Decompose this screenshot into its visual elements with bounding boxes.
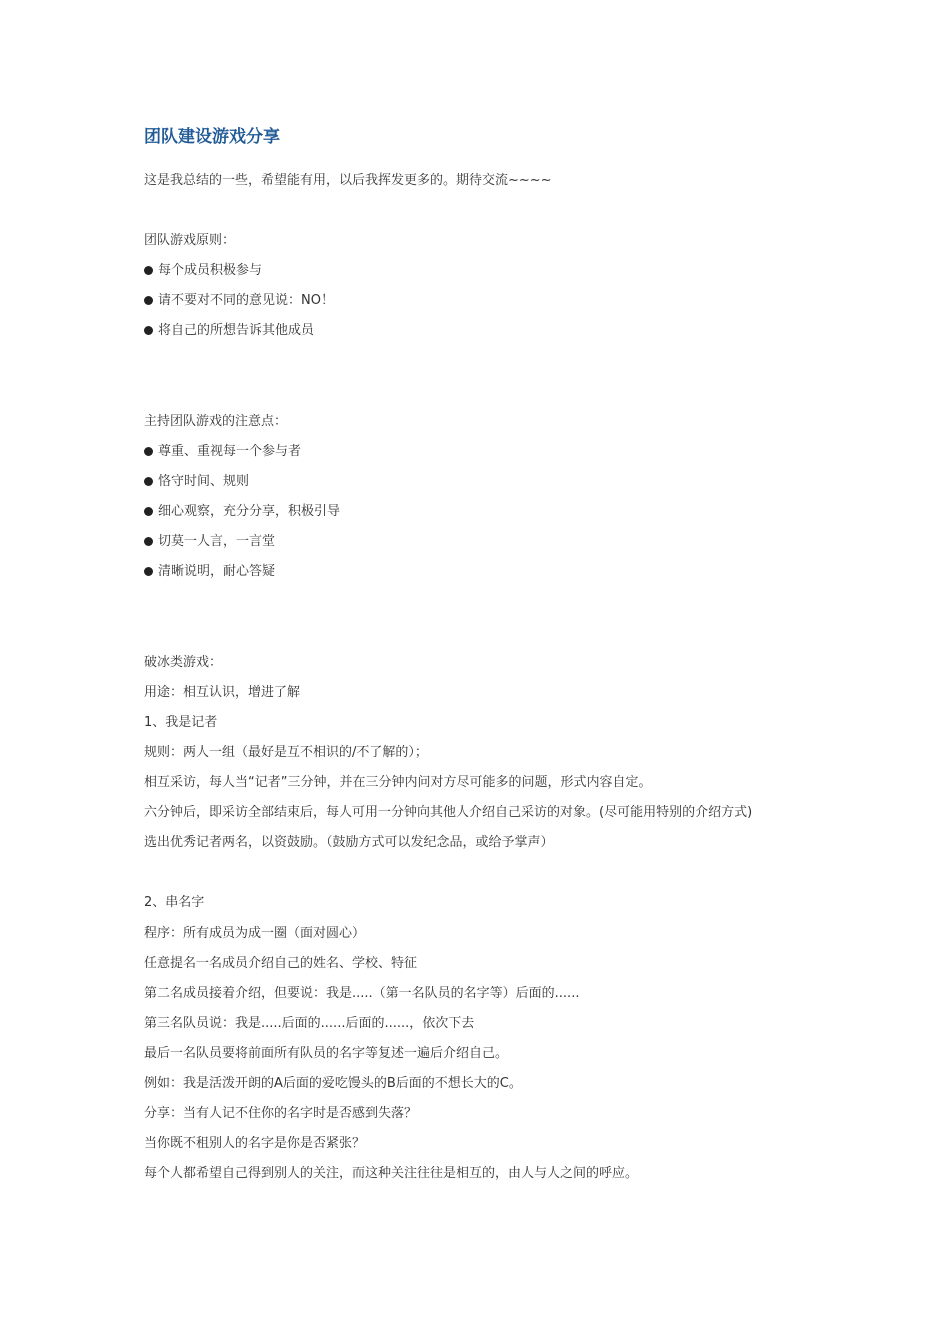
principle-item — [144, 262, 262, 280]
principle-item-text: 请不要对不同的意见说：NO！ — [158, 293, 334, 308]
host-note-item-text: 细心观察，充分分享，积极引导 — [158, 504, 341, 519]
intro-text: 这是我总结的一些，希望能有用，以后我挥发更多的。期待交流~~~~ — [144, 173, 552, 188]
bullet-icon — [144, 326, 153, 335]
principles-heading: 团队游戏原则： — [144, 233, 236, 248]
host-note-item — [144, 533, 275, 551]
principle-item — [144, 322, 314, 340]
document-title: 团队建设游戏分享 — [144, 127, 280, 147]
host-note-item — [144, 503, 340, 521]
game-2-line: 分享：当有人记不住你的名字时是否感到失落？ — [144, 1106, 418, 1121]
game-2-line: 例如：我是活泼开朗的A后面的爱吃馒头的B后面的不想长大的C。 — [144, 1076, 522, 1091]
host-note-item-text: 切莫一人言，一言堂 — [158, 534, 276, 549]
bullet-icon — [144, 477, 153, 486]
game-2-line: 程序：所有成员为成一圈（面对圆心） — [144, 926, 366, 941]
host-note-item-text: 尊重、重视每一个参与者 — [158, 444, 302, 459]
game-2-line: 第三名队员说：我是.....后面的......后面的......，依次下去 — [144, 1016, 475, 1031]
host-note-item-text: 恪守时间、规则 — [158, 474, 250, 489]
game-2-title: 2、串名字 — [144, 895, 205, 910]
game-2-line: 每个人都希望自己得到别人的关注，而这种关注往往是相互的，由人与人之间的呼应。 — [144, 1166, 639, 1181]
host-notes-heading: 主持团队游戏的注意点： — [144, 414, 288, 429]
game-1-line: 六分钟后，即采访全部结束后，每人可用一分钟向其他人介绍自己采访的对象。(尽可能用特别的介绍方式) — [144, 805, 753, 820]
principle-item-text: 将自己的所想告诉其他成员 — [158, 323, 315, 338]
game-1-line: 相互采访，每人当“记者”三分钟，并在三分钟内问对方尽可能多的问题，形式内容自定。 — [144, 775, 652, 790]
host-note-item-text: 清晰说明，耐心答疑 — [158, 564, 276, 579]
game-2-line: 当你既不租别人的名字是你是否紧张？ — [144, 1136, 366, 1151]
game-1-title: 1、我是记者 — [144, 715, 218, 730]
game-2-line: 任意提名一名成员介绍自己的姓名、学校、特征 — [144, 956, 418, 971]
host-note-item — [144, 443, 301, 461]
bullet-icon — [144, 296, 153, 305]
game-2-line: 最后一名队员要将前面所有队员的名字等复述一遍后介绍自己。 — [144, 1046, 509, 1061]
game-2-line: 第二名成员接着介绍，但要说：我是.....（第一名队员的名字等）后面的...... — [144, 986, 580, 1001]
principle-item — [144, 292, 334, 310]
bullet-icon — [144, 266, 153, 275]
principle-item-text: 每个成员积极参与 — [158, 263, 263, 278]
game-1-line: 规则：两人一组（最好是互不相识的/不了解的）； — [144, 745, 428, 760]
bullet-icon — [144, 507, 153, 516]
bullet-icon — [144, 447, 153, 456]
icebreaker-heading: 破冰类游戏： — [144, 655, 223, 670]
bullet-icon — [144, 567, 153, 576]
host-note-item — [144, 473, 249, 491]
game-1-line: 选出优秀记者两名，以资鼓励。（鼓励方式可以发纪念品，或给予掌声） — [144, 835, 554, 850]
host-note-item — [144, 563, 275, 581]
bullet-icon — [144, 537, 153, 546]
icebreaker-purpose: 用途：相互认识，增进了解 — [144, 685, 301, 700]
